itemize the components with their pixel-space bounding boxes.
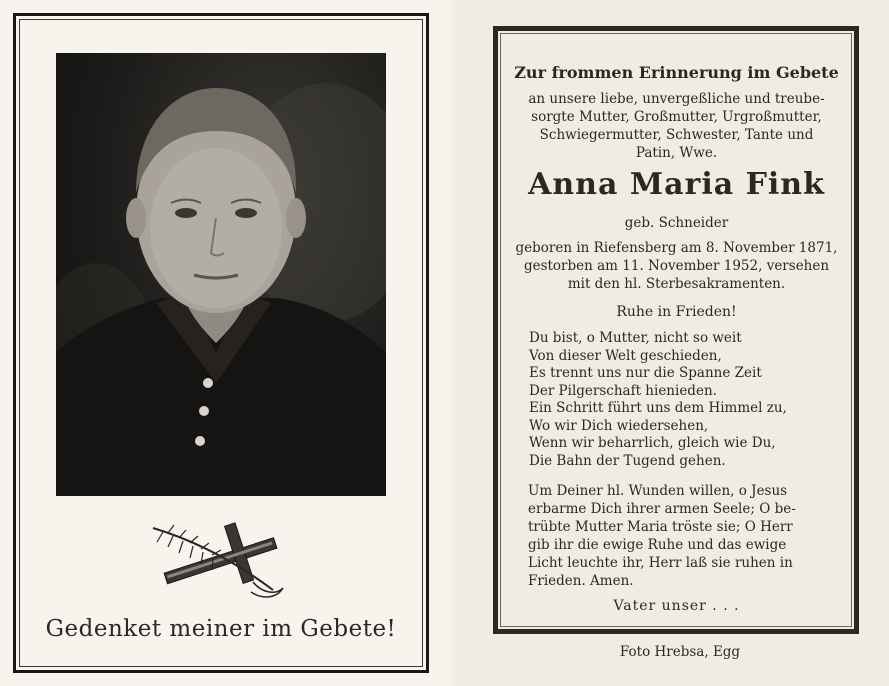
prayer-line: gib ihr die ewige Ruhe und das ewige xyxy=(528,537,787,553)
dedication-line: Schwiegermutter, Schwester, Tante und xyxy=(539,127,814,143)
portrait-photo xyxy=(56,53,386,496)
front-caption: Gedenket meiner im Gebete! xyxy=(45,616,397,642)
prayer-text xyxy=(528,482,840,590)
date-line: geboren in Riefensberg am 8. November 1871, xyxy=(515,240,838,256)
portrait-illustration xyxy=(56,53,386,496)
life-dates xyxy=(505,239,848,293)
poem-line: Die Bahn der Tugend gehen. xyxy=(529,452,726,469)
poem-line: Es trennt uns nur die Spanne Zeit xyxy=(529,365,762,381)
deceased-name: Anna Maria Fink xyxy=(528,167,825,202)
poem-line: Der Pilgerschaft hienieden. xyxy=(529,382,717,399)
prayer-line: trübte Mutter Maria tröste sie; O Herr xyxy=(528,519,793,535)
poem-line: Ein Schritt führt uns dem Himmel zu, xyxy=(529,400,787,416)
dedication-line: Patin, Wwe. xyxy=(635,145,718,161)
prayer-line: Um Deiner hl. Wunden willen, o Jesus xyxy=(528,483,788,499)
prayer-line: Frieden. Amen. xyxy=(528,573,634,589)
dedication-text xyxy=(505,90,848,162)
poem-line: Wenn wir beharrlich, gleich wie Du, xyxy=(529,435,776,451)
prayer-line: erbarme Dich ihrer armen Seele; O be- xyxy=(528,501,796,517)
maiden-name: geb. Schneider xyxy=(624,215,729,231)
cross-with-palm-branch-icon xyxy=(143,520,293,602)
date-line: gestorben am 11. November 1952, versehen xyxy=(523,258,830,274)
card-heading: Zur frommen Erinnerung im Gebete xyxy=(514,63,839,82)
poem-line: Du bist, o Mutter, nicht so weit xyxy=(529,330,742,346)
dedication-line: sorgte Mutter, Großmutter, Urgroßmutter, xyxy=(531,109,822,125)
dedication-line: an unsere liebe, unvergeßliche und treube- xyxy=(528,91,825,107)
poem-line: Wo wir Dich wiedersehen, xyxy=(529,417,709,434)
date-line: mit den hl. Sterbesakramenten. xyxy=(567,276,786,292)
rest-in-peace: Ruhe in Frieden! xyxy=(616,304,737,320)
poem-line: Von dieser Welt geschieden, xyxy=(529,347,722,364)
photographer-credit: Foto Hrebsa, Egg xyxy=(619,644,741,660)
closing-prayer: Vater unser . . . xyxy=(613,598,740,614)
prayer-line: Licht leuchte ihr, Herr laß sie ruhen in xyxy=(528,555,793,571)
memorial-poem xyxy=(529,330,839,470)
